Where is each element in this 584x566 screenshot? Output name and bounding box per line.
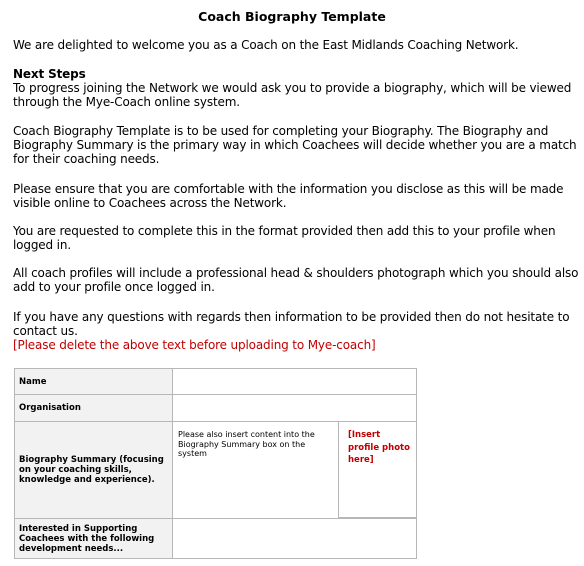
biography-summary-field[interactable]: [173, 422, 417, 519]
biography-summary-label: Biography Summary (focusing on your coaching skills, knowledge and experience).: [15, 422, 173, 519]
next-steps-heading: Next Steps: [13, 67, 86, 81]
interests-row: [15, 519, 417, 559]
biography-summary-area: [173, 422, 416, 518]
organisation-label: Organisation: [15, 395, 173, 422]
format-paragraph: You are requested to complete this in the format provided then add this to your profile when logged in.: [13, 224, 556, 252]
name-label: Name: [15, 369, 173, 395]
name-field[interactable]: [173, 369, 417, 395]
photo-placeholder: [Insert profile photo here]: [348, 430, 410, 465]
questions-paragraph: If you have any questions with regards then information to be provided then do not hesitate to contact us. [Please delete the above text before uploading to Mye-coach]: [13, 310, 570, 352]
interests-label: Interested in Supporting Coachees with the following development needs...: [15, 519, 173, 559]
delete-note: [Please delete the above text before uploading to Mye-coach]: [13, 338, 376, 352]
comfortable-paragraph: Please ensure that you are comfortable with the information you disclose as this will be made visible online to Coachees across the Network.: [13, 182, 564, 210]
interests-field[interactable]: [173, 519, 417, 559]
profile-photo-box[interactable]: [338, 421, 417, 518]
organisation-field[interactable]: [173, 395, 417, 422]
template-paragraph: Coach Biography Template is to be used for completing your Biography. The Biography and Biography Summary is the primary way in which Coachees will decide whether you are a match for their coaching needs.: [13, 124, 577, 166]
biography-row: [15, 422, 417, 519]
biography-hint: Please also insert content into the Biography Summary box on the system: [178, 430, 315, 458]
name-row: [15, 369, 417, 395]
intro-paragraph: We are delighted to welcome you as a Coach on the East Midlands Coaching Network.: [13, 38, 519, 52]
photo-paragraph: All coach profiles will include a professional head & shoulders photograph which you should also add to your profile once logged in.: [13, 266, 579, 294]
organisation-row: [15, 395, 417, 422]
biography-form-table: [14, 368, 417, 559]
next-steps-section: Next Steps To progress joining the Network we would ask you to provide a biography, which will be viewed through the Mye-Coach online system.: [13, 67, 572, 109]
document-title: Coach Biography Template: [198, 9, 386, 24]
